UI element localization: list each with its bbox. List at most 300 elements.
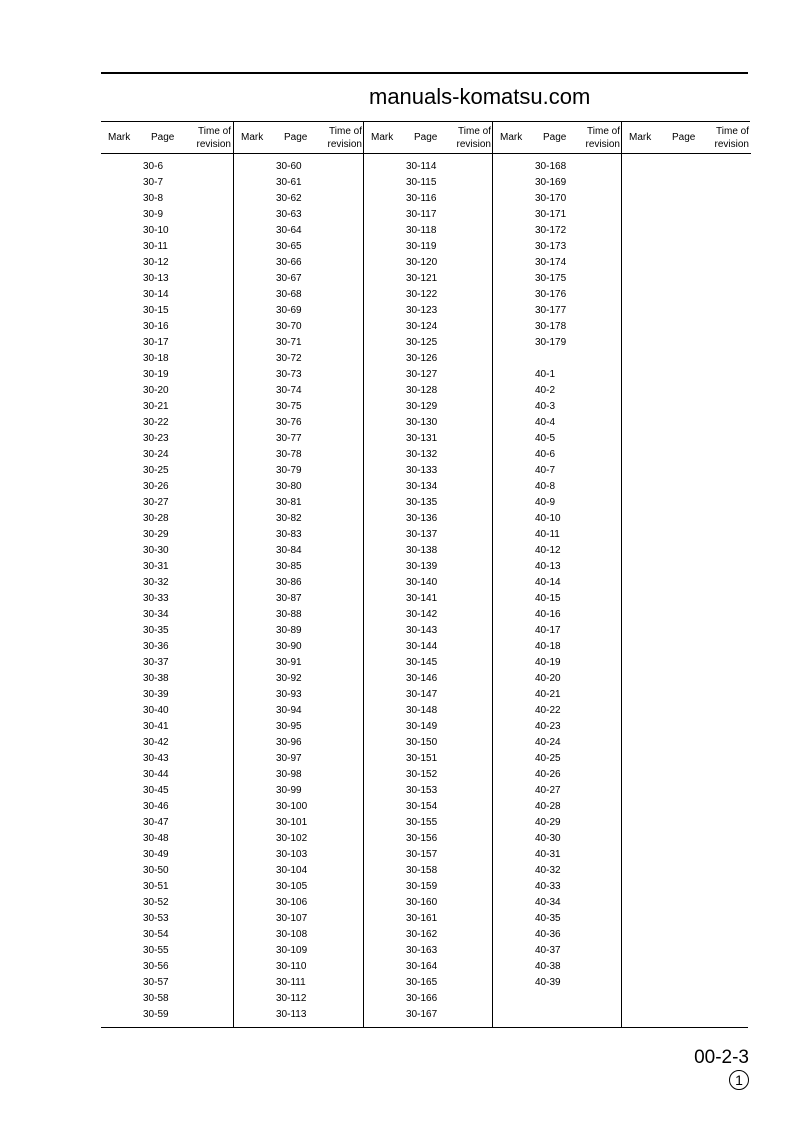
revision-table [101, 121, 750, 1028]
page-cell: 40-9 [535, 497, 556, 508]
page-cell: 30-19 [143, 369, 169, 380]
page-cell: 30-50 [143, 865, 169, 876]
page-cell: 30-134 [406, 481, 438, 492]
page-cell: 30-121 [406, 273, 438, 284]
table-row [364, 512, 493, 528]
page-cell: 30-105 [276, 881, 308, 892]
page-cell: 30-39 [143, 689, 169, 700]
page-cell: 30-95 [276, 721, 302, 732]
table-row [364, 352, 493, 368]
table-row [493, 496, 622, 512]
table-row [234, 720, 364, 736]
page-cell: 30-23 [143, 433, 169, 444]
page-cell: 40-21 [535, 689, 561, 700]
page-cell: 40-7 [535, 465, 556, 476]
page-cell: 40-5 [535, 433, 556, 444]
page-cell: 30-33 [143, 593, 169, 604]
page-cell: 40-3 [535, 401, 556, 412]
table-row [364, 544, 493, 560]
page-cell: 30-152 [406, 769, 438, 780]
page-cell: 30-66 [276, 257, 302, 268]
table-row [234, 384, 364, 400]
page-cell: 40-15 [535, 593, 561, 604]
table-row [101, 880, 233, 896]
page-cell: 40-19 [535, 657, 561, 668]
table-row [101, 896, 233, 912]
page-cell: 30-16 [143, 321, 169, 332]
table-row [493, 400, 622, 416]
page-cell: 30-69 [276, 305, 302, 316]
page-cell: 40-17 [535, 625, 561, 636]
page-header: Page [284, 132, 308, 143]
table-row [101, 160, 233, 176]
column-rows [234, 160, 364, 1024]
page-cell: 30-79 [276, 465, 302, 476]
page-cell: 30-13 [143, 273, 169, 284]
table-row [493, 768, 622, 784]
page-cell: 30-56 [143, 961, 169, 972]
table-row [493, 752, 622, 768]
page-cell: 30-41 [143, 721, 169, 732]
table-row [364, 256, 493, 272]
page-cell: 30-114 [406, 161, 437, 172]
page-cell: 30-100 [276, 801, 308, 812]
page-cell: 30-75 [276, 401, 302, 412]
page-cell: 30-48 [143, 833, 169, 844]
page-cell: 30-42 [143, 737, 169, 748]
table-row [493, 416, 622, 432]
table-row [364, 224, 493, 240]
table-row [234, 368, 364, 384]
page-cell: 30-171 [535, 209, 567, 220]
page-cell: 40-34 [535, 897, 561, 908]
page-cell: 30-108 [276, 929, 308, 940]
header-line: revision [585, 139, 620, 150]
page-cell: 30-55 [143, 945, 169, 956]
page-cell: 30-153 [406, 785, 438, 796]
page-cell: 40-27 [535, 785, 561, 796]
table-row [101, 208, 233, 224]
table-row [101, 272, 233, 288]
table-row [493, 240, 622, 256]
table-row [101, 832, 233, 848]
table-row [234, 800, 364, 816]
page-cell: 30-83 [276, 529, 302, 540]
page-cell: 30-166 [406, 993, 438, 1004]
page-cell: 40-23 [535, 721, 561, 732]
page-cell: 30-52 [143, 897, 169, 908]
table-row [234, 192, 364, 208]
table-row [493, 160, 622, 176]
page-cell: 30-18 [143, 353, 169, 364]
page-header: Page [672, 132, 696, 143]
page-cell: 30-72 [276, 353, 302, 364]
column-header [101, 122, 233, 154]
page-cell: 30-30 [143, 545, 169, 556]
table-row [364, 272, 493, 288]
page-cell: 30-128 [406, 385, 438, 396]
page-cell: 30-167 [406, 1009, 438, 1020]
page-cell: 40-36 [535, 929, 561, 940]
table-row [234, 736, 364, 752]
table-row [364, 864, 493, 880]
page-cell: 30-97 [276, 753, 302, 764]
page-cell: 30-119 [406, 241, 437, 252]
table-row [493, 288, 622, 304]
page-cell: 30-80 [276, 481, 302, 492]
table-row [493, 192, 622, 208]
page-cell: 30-113 [276, 1009, 307, 1020]
table-row [101, 720, 233, 736]
page-header: Page [414, 132, 438, 143]
header-line: Time of [458, 126, 491, 137]
page-cell: 30-104 [276, 865, 308, 876]
table-row [364, 1008, 493, 1024]
page-cell: 30-162 [406, 929, 438, 940]
table-row [101, 224, 233, 240]
time-of-revision-header [586, 125, 620, 151]
table-row [234, 672, 364, 688]
page-number: 00-2-3 [694, 1047, 749, 1068]
page-cell: 40-26 [535, 769, 561, 780]
page-cell: 40-18 [535, 641, 561, 652]
table-row [234, 1008, 364, 1024]
table-row [493, 576, 622, 592]
table-row [101, 640, 233, 656]
table-row [493, 816, 622, 832]
table-row [234, 240, 364, 256]
table-row [364, 304, 493, 320]
table-row [234, 320, 364, 336]
page-cell: 30-9 [143, 209, 164, 220]
column-header [493, 122, 622, 154]
page-cell: 30-7 [143, 177, 164, 188]
page-cell: 30-14 [143, 289, 169, 300]
table-row [364, 208, 493, 224]
table-row [234, 784, 364, 800]
page-cell: 30-38 [143, 673, 169, 684]
table-row [493, 464, 622, 480]
page-cell: 30-35 [143, 625, 169, 636]
table-row [364, 624, 493, 640]
table-row [364, 384, 493, 400]
table-row [364, 784, 493, 800]
table-row [364, 832, 493, 848]
table-row [234, 688, 364, 704]
page-cell: 30-138 [406, 545, 438, 556]
page-cell: 30-132 [406, 449, 438, 460]
page-cell: 30-161 [406, 913, 438, 924]
page-cell: 30-143 [406, 625, 438, 636]
page-cell: 40-8 [535, 481, 556, 492]
table-row [364, 640, 493, 656]
table-row [364, 496, 493, 512]
header-line: revision [327, 139, 362, 150]
page-cell: 30-15 [143, 305, 169, 316]
page-cell: 30-8 [143, 193, 164, 204]
table-row [364, 288, 493, 304]
page-cell: 30-135 [406, 497, 438, 508]
revision-mark: 1 [729, 1070, 749, 1090]
page-cell: 30-111 [276, 977, 306, 988]
table-row [234, 256, 364, 272]
table-row [234, 752, 364, 768]
table-row [234, 432, 364, 448]
table-row [493, 352, 622, 368]
page-cell: 30-94 [276, 705, 302, 716]
header-line: revision [196, 139, 231, 150]
page-cell: 40-20 [535, 673, 561, 684]
page-cell: 30-63 [276, 209, 302, 220]
table-row [234, 336, 364, 352]
page-cell: 30-37 [143, 657, 169, 668]
table-row [234, 400, 364, 416]
page-cell: 30-151 [406, 753, 438, 764]
table-row [101, 256, 233, 272]
table-row [234, 592, 364, 608]
page-cell: 30-178 [535, 321, 567, 332]
page-cell: 40-24 [535, 737, 561, 748]
table-row [493, 800, 622, 816]
table-column [233, 122, 364, 1028]
table-row [493, 784, 622, 800]
page-cell: 40-13 [535, 561, 561, 572]
column-rows [364, 160, 493, 1024]
page-cell: 30-34 [143, 609, 169, 620]
table-row [234, 880, 364, 896]
table-row [364, 800, 493, 816]
page-cell: 30-70 [276, 321, 302, 332]
table-row [364, 592, 493, 608]
table-row [101, 448, 233, 464]
table-row [364, 672, 493, 688]
table-row [493, 624, 622, 640]
page-cell: 30-170 [535, 193, 567, 204]
page-cell: 30-57 [143, 977, 169, 988]
table-row [364, 416, 493, 432]
time-of-revision-header [197, 125, 231, 151]
table-row [101, 544, 233, 560]
page-cell: 30-107 [276, 913, 308, 924]
page-cell: 40-35 [535, 913, 561, 924]
table-row [493, 304, 622, 320]
page-cell: 30-154 [406, 801, 438, 812]
page-cell: 30-43 [143, 753, 169, 764]
page-cell: 30-106 [276, 897, 308, 908]
table-row [101, 352, 233, 368]
table-row [364, 944, 493, 960]
table-row [493, 912, 622, 928]
table-row [493, 960, 622, 976]
table-row [234, 272, 364, 288]
page-cell: 30-173 [535, 241, 567, 252]
page-cell: 30-92 [276, 673, 302, 684]
mark-header: Mark [108, 132, 131, 143]
table-column [492, 122, 622, 1028]
table-row [234, 944, 364, 960]
page-cell: 40-29 [535, 817, 561, 828]
table-row [234, 512, 364, 528]
time-of-revision-header [457, 125, 491, 151]
table-row [493, 720, 622, 736]
table-row [234, 160, 364, 176]
page-header: Page [543, 132, 567, 143]
table-row [493, 320, 622, 336]
time-of-revision-header [328, 125, 362, 151]
table-row [234, 656, 364, 672]
table-row [234, 768, 364, 784]
page-cell: 30-147 [406, 689, 438, 700]
table-row [101, 240, 233, 256]
page-cell: 30-140 [406, 577, 438, 588]
table-row [234, 640, 364, 656]
table-row [364, 464, 493, 480]
page-cell: 30-125 [406, 337, 438, 348]
table-row [493, 880, 622, 896]
page-cell: 30-126 [406, 353, 438, 364]
table-row [493, 448, 622, 464]
table-row [364, 960, 493, 976]
table-row [364, 400, 493, 416]
table-row [364, 752, 493, 768]
page-cell: 40-37 [535, 945, 561, 956]
page-cell: 30-129 [406, 401, 438, 412]
table-row [234, 528, 364, 544]
page-cell: 30-123 [406, 305, 438, 316]
table-row [493, 736, 622, 752]
table-row [101, 576, 233, 592]
table-row [234, 976, 364, 992]
page-cell: 30-21 [143, 401, 169, 412]
header-line: Time of [198, 126, 231, 137]
table-row [101, 848, 233, 864]
table-row [364, 848, 493, 864]
column-header [364, 122, 493, 154]
page-cell: 40-28 [535, 801, 561, 812]
page-cell: 40-33 [535, 881, 561, 892]
table-row [101, 368, 233, 384]
table-row [364, 704, 493, 720]
table-row [101, 656, 233, 672]
table-row [493, 208, 622, 224]
table-row [101, 992, 233, 1008]
table-row [101, 864, 233, 880]
table-row [101, 288, 233, 304]
page-cell: 30-112 [276, 993, 307, 1004]
table-row [234, 704, 364, 720]
table-row [234, 496, 364, 512]
page-cell: 30-28 [143, 513, 169, 524]
mark-header: Mark [500, 132, 523, 143]
page-cell: 30-130 [406, 417, 438, 428]
table-row [234, 848, 364, 864]
table-row [101, 384, 233, 400]
page-cell: 40-31 [535, 849, 561, 860]
page-cell: 30-59 [143, 1009, 169, 1020]
page-cell: 30-116 [406, 193, 437, 204]
page-cell: 40-11 [535, 529, 560, 540]
page-cell: 30-168 [535, 161, 567, 172]
page-cell: 30-68 [276, 289, 302, 300]
table-row [234, 608, 364, 624]
page-cell: 30-169 [535, 177, 567, 188]
page-cell: 40-22 [535, 705, 561, 716]
page-cell: 30-60 [276, 161, 302, 172]
page-cell: 30-99 [276, 785, 302, 796]
table-row [493, 832, 622, 848]
page-cell: 30-31 [143, 561, 169, 572]
table-row [101, 912, 233, 928]
table-row [101, 624, 233, 640]
page-header: Page [151, 132, 175, 143]
table-row [101, 816, 233, 832]
page-cell: 30-176 [535, 289, 567, 300]
table-row [364, 768, 493, 784]
page-cell: 30-96 [276, 737, 302, 748]
table-row [364, 240, 493, 256]
page-cell: 30-44 [143, 769, 169, 780]
table-row [493, 896, 622, 912]
page-cell: 30-131 [406, 433, 438, 444]
page-cell: 30-98 [276, 769, 302, 780]
watermark: manuals-komatsu.com [369, 84, 591, 109]
page-cell: 30-144 [406, 641, 438, 652]
page-cell: 30-61 [276, 177, 302, 188]
page-cell: 30-163 [406, 945, 438, 956]
table-row [493, 560, 622, 576]
page-cell: 40-39 [535, 977, 561, 988]
page-cell: 30-102 [276, 833, 308, 844]
page-cell: 30-85 [276, 561, 302, 572]
table-row [364, 528, 493, 544]
page-cell: 30-158 [406, 865, 438, 876]
table-row [493, 944, 622, 960]
table-row [234, 992, 364, 1008]
table-row [101, 496, 233, 512]
table-row [101, 400, 233, 416]
table-row [234, 176, 364, 192]
page-cell: 30-156 [406, 833, 438, 844]
page-cell: 40-4 [535, 417, 556, 428]
table-row [493, 224, 622, 240]
page-cell: 30-110 [276, 961, 307, 972]
page-cell: 30-17 [143, 337, 169, 348]
page-cell: 30-76 [276, 417, 302, 428]
table-row [234, 928, 364, 944]
table-row [364, 160, 493, 176]
page-cell: 30-117 [406, 209, 437, 220]
table-row [101, 512, 233, 528]
mark-header: Mark [629, 132, 652, 143]
page-cell: 30-84 [276, 545, 302, 556]
page-cell: 30-122 [406, 289, 438, 300]
column-header [234, 122, 364, 154]
page-cell: 30-157 [406, 849, 438, 860]
table-row [234, 864, 364, 880]
table-row [101, 944, 233, 960]
page-cell: 40-32 [535, 865, 561, 876]
page-cell: 30-54 [143, 929, 169, 940]
page-cell: 40-1 [535, 369, 556, 380]
table-row [364, 992, 493, 1008]
page-cell: 30-11 [143, 241, 168, 252]
page-cell: 30-149 [406, 721, 438, 732]
page-cell: 30-32 [143, 577, 169, 588]
table-row [234, 448, 364, 464]
header-line: Time of [329, 126, 362, 137]
table-row [493, 256, 622, 272]
page-cell: 30-164 [406, 961, 438, 972]
